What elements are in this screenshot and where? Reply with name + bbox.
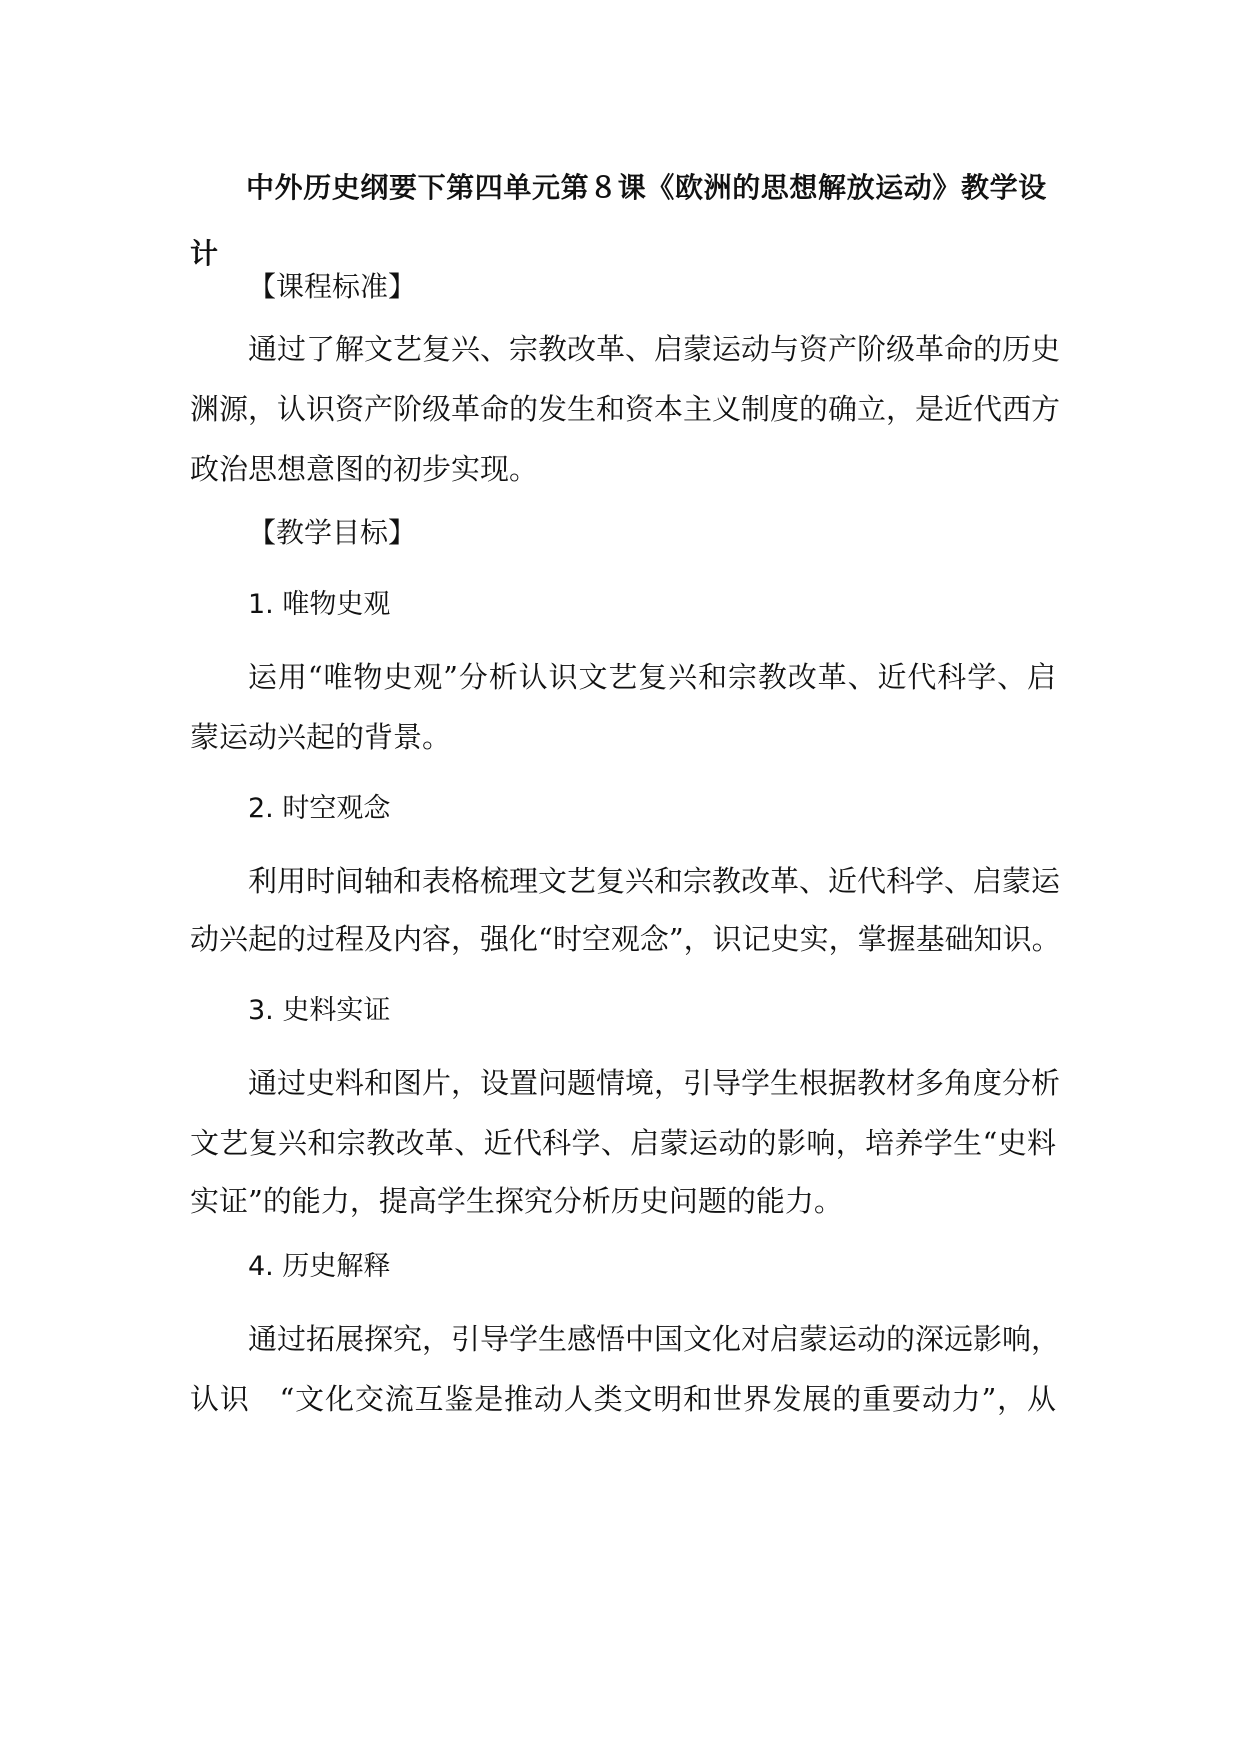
course-standard-line-3: 政治思想意图的初步实现。: [190, 452, 539, 486]
goal-3-line-3: 实证”的能力，提高学生探究分析历史问题的能力。: [190, 1184, 843, 1218]
goal-3-line-1: 通过史料和图片，设置问题情境，引导学生根据教材多角度分析: [248, 1066, 1061, 1100]
goal-3-line-2: 文艺复兴和宗教改革、近代科学、启蒙运动的影响，培养学生“史料: [190, 1126, 1056, 1160]
document-page: [190, 0, 1061, 1754]
course-standard-line-1: 通过了解文艺复兴、宗教改革、启蒙运动与资产阶级革命的历史: [248, 332, 1061, 366]
goal-1-heading: 1. 唯物史观: [248, 589, 391, 620]
section-heading-course-standard: 【课程标准】: [248, 270, 417, 303]
goal-2-line-1: 利用时间轴和表格梳理文艺复兴和宗教改革、近代科学、启蒙运: [248, 864, 1061, 898]
goal-2-line-2: 动兴起的过程及内容，强化“时空观念”，识记史实，掌握基础知识。: [190, 922, 1061, 956]
course-standard-line-2: 渊源，认识资产阶级革命的发生和资本主义制度的确立，是近代西方: [190, 392, 1061, 426]
goal-1-line-2: 蒙运动兴起的背景。: [190, 720, 452, 754]
goal-4-line-2: 认识 “文化交流互鉴是推动人类文明和世界发展的重要动力”，从: [190, 1382, 1056, 1416]
goal-4-line-1: 通过拓展探究，引导学生感悟中国文化对启蒙运动的深远影响，: [248, 1322, 1061, 1356]
goal-2-heading: 2. 时空观念: [248, 793, 391, 824]
goal-4-heading: 4. 历史解释: [248, 1251, 391, 1282]
document-title: 中外历史纲要下第四单元第８课《欧洲的思想解放运动》教学设计: [190, 171, 1047, 270]
goal-3-heading: 3. 史料实证: [248, 995, 391, 1026]
goal-1-line-1: 运用“唯物史观”分析认识文艺复兴和宗教改革、近代科学、启: [248, 660, 1056, 694]
section-heading-teaching-goals: 【教学目标】: [248, 516, 417, 549]
